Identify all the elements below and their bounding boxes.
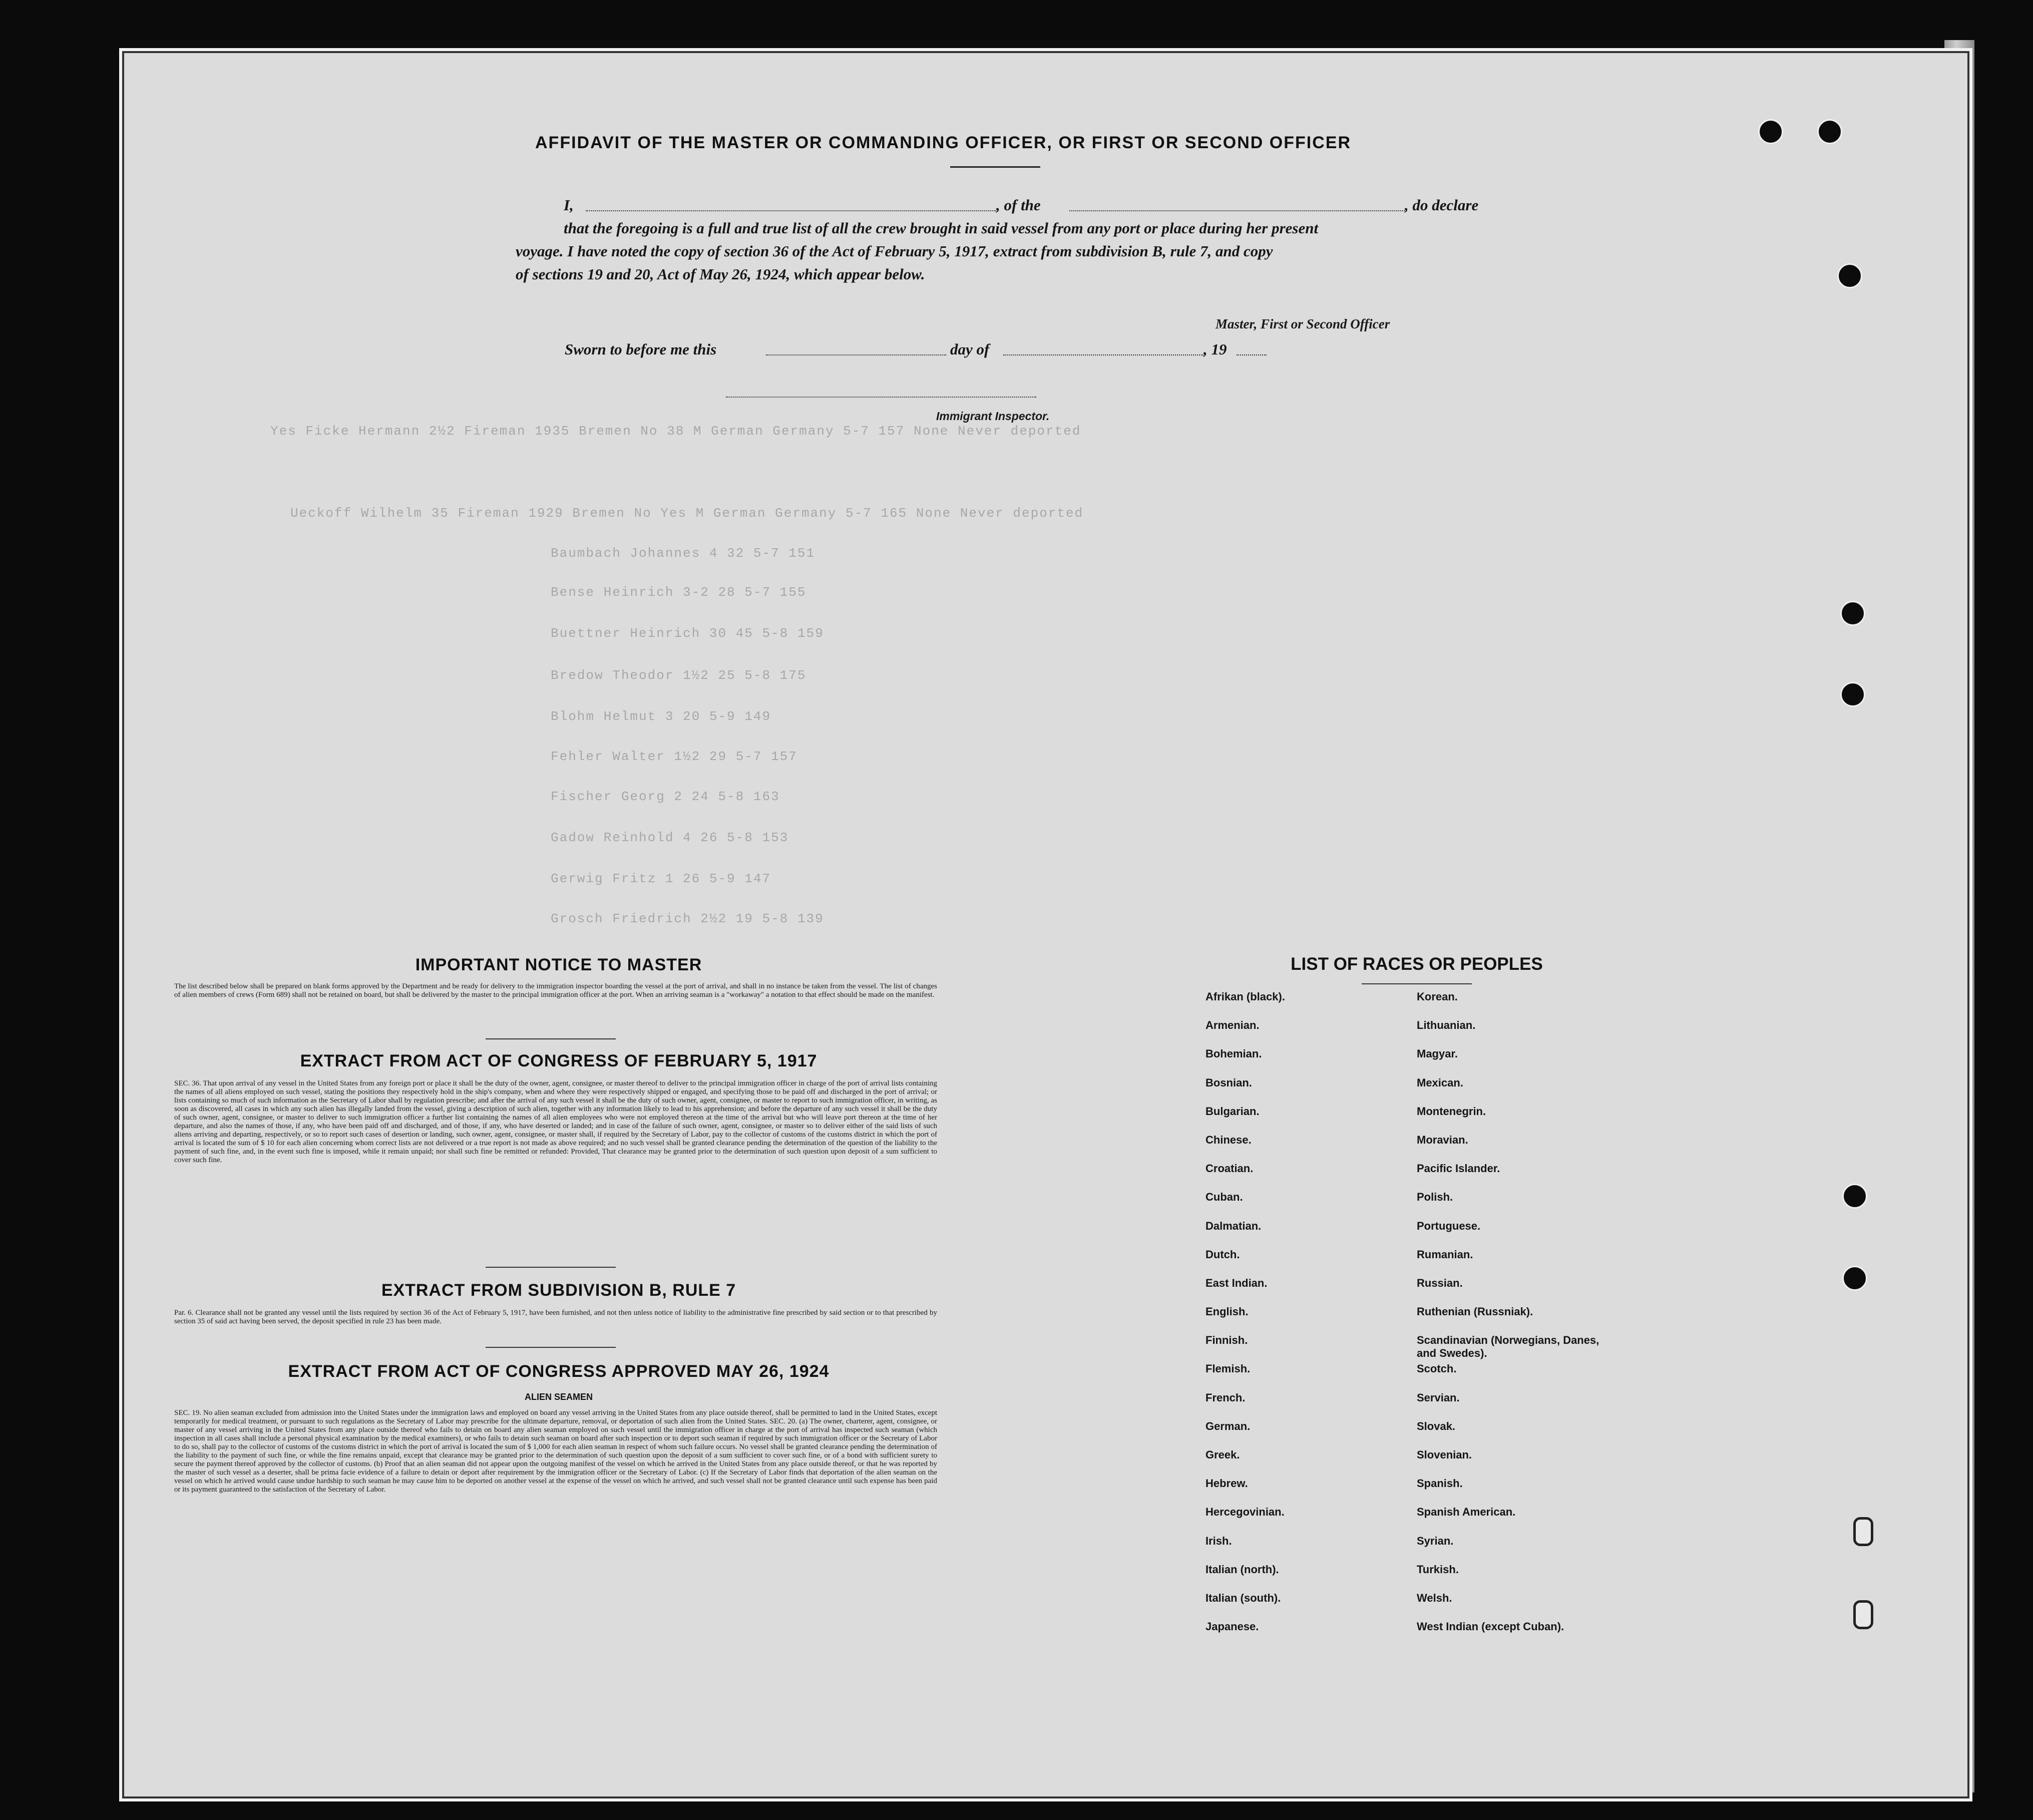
day-of-text: day of xyxy=(950,340,990,358)
race-item: Greek. xyxy=(1205,1448,1240,1461)
race-item: Armenian. xyxy=(1205,1019,1260,1032)
race-item: Turkish. xyxy=(1417,1563,1459,1576)
race-item: Italian (south). xyxy=(1205,1591,1281,1604)
race-item: Pacific Islander. xyxy=(1417,1162,1500,1175)
races-left-column xyxy=(1205,990,1285,1649)
punch-hole xyxy=(1837,263,1862,288)
race-item: Finnish. xyxy=(1205,1334,1248,1347)
race-item: Cuban. xyxy=(1205,1191,1243,1204)
notice-text: The list described below shall be prepared on blank forms approved by the Department and be ready for delivery to the immigration inspector boarding the vessel at the port of arrival, and shall in no instance be taken from the vessel. The list of changes of alien members of crews (Form 689) shall not be retained on board, but shall be delivered by the master to the principal immigration officer at the port. When an arriving seaman is a "workaway" a notation to that effect should be made on the manifest. xyxy=(174,982,937,999)
ghost-row: Bredow Theodor 1½2 25 5-8 175 xyxy=(551,668,806,683)
race-item: Bulgarian. xyxy=(1205,1105,1260,1118)
race-item: English. xyxy=(1205,1305,1249,1318)
race-item: Korean. xyxy=(1417,990,1458,1003)
sworn-month-blank[interactable] xyxy=(1003,354,1203,355)
punch-hole xyxy=(1840,601,1865,626)
rule-7-text: Par. 6. Clearance shall not be granted any vessel until the lists required by section 36 of the Act of February 5, 1917, have been furnished, and not then unless notice of liability to the administrative fine prescribed by said section or to that prescribed by section 35 of said act having been served, the deposit specified in rule 23 has been made. xyxy=(174,1309,937,1325)
notice-heading: IMPORTANT NOTICE TO MASTER xyxy=(415,955,702,974)
sworn-text: Sworn to before me this xyxy=(565,340,717,358)
race-item: Syrian. xyxy=(1417,1534,1454,1547)
race-item: Hebrew. xyxy=(1205,1477,1248,1490)
binder-ring xyxy=(1853,1600,1873,1629)
race-item: Mexican. xyxy=(1417,1076,1463,1089)
ghost-row: Ueckoff Wilhelm 35 Fireman 1929 Bremen No Yes M German Germany 5-7 165 None Never deported xyxy=(290,506,1084,521)
name-blank[interactable] xyxy=(586,210,996,211)
punch-hole xyxy=(1817,119,1842,144)
punch-hole xyxy=(1758,119,1783,144)
affidavit-declare: , do declare xyxy=(1405,196,1479,214)
year-blank[interactable] xyxy=(1237,354,1267,355)
race-item: German. xyxy=(1205,1419,1251,1432)
affidavit-line-3: voyage. I have noted the copy of section 36 of the Act of February 5, 1917, extract from subdivision B, rule 7, and copy xyxy=(516,242,1273,260)
affidavit-of-the: , of the xyxy=(996,196,1041,214)
ghost-row: Gerwig Fritz 1 26 5-9 147 xyxy=(551,871,771,886)
ghost-row: Bense Heinrich 3-2 28 5-7 155 xyxy=(551,585,806,600)
races-right-column xyxy=(1417,990,1607,1649)
divider xyxy=(486,1347,616,1348)
title-rule xyxy=(950,166,1040,168)
race-item: East Indian. xyxy=(1205,1276,1268,1289)
ghost-row: Fischer Georg 2 24 5-8 163 xyxy=(551,789,780,804)
inspector-label: Immigrant Inspector. xyxy=(936,410,1050,423)
race-item: Moravian. xyxy=(1417,1133,1468,1146)
document-page xyxy=(119,48,1972,1801)
race-item: Chinese. xyxy=(1205,1133,1252,1146)
ghost-row: Buettner Heinrich 30 45 5-8 159 xyxy=(551,626,824,641)
race-item: Slovak. xyxy=(1417,1419,1456,1432)
ghost-row: Baumbach Johannes 4 32 5-7 151 xyxy=(551,546,816,561)
race-item: Bosnian. xyxy=(1205,1076,1252,1089)
race-item: Spanish American. xyxy=(1417,1506,1516,1519)
extract-1924-text: SEC. 19. No alien seaman excluded from admission into the United States under the immigration laws and employed on board any vessel arriving in the United States from any place outside thereof, shall be permitted to land in the United States, except temporarily for medical treatment, or pursuant to such regulations as the Secretary of Labor may prescribe for the ultimate departure, removal, or deportation of such alien from the United States. SEC. 20. (a) The owner, charterer, agent, consignee, or master of any vessel arriving in the United States from any place outside thereof who fails to detain on board any alien seaman employed on such vessel until the immigration officer in charge at the port of arrival has inspected such seaman (which inspection in all cases shall include a personal physical examination by the medical examiners), or who fails to detain such seaman on board after such inspection or to deport such seaman if required by such immigration officer or the Secretary of Labor to do so, shall pay to the collector of customs of the customs district in which the port of arrival is located the sum of $ 1,000 for each alien seaman in respect of whom such failure occurs. No vessel shall be granted clearance pending the determination of the liability to the payment of such fine, or while the fine remains unpaid, except that clearance may be granted prior to the determination of such question upon the deposit of a sum sufficient to cover such fine, or of a bond with sufficient surety to secure the payment thereof approved by the collector of customs. (b) Proof that an alien seaman did not appear upon the outgoing manifest of the vessel on which he arrived in the United States from any place outside thereof, or that he was reported by the master of such vessel as a deserter, shall be prima facie evidence of a failure to detain or deport after requirement by the immigration officer or the Secretary of Labor. (c) If the Secretary of Labor finds that deportation of the alien seaman on the vessel on which he arrived would cause undue hardship to such seaman he may cause him to be deported on another vessel at the expense of the vessel on which he arrived, and such vessel shall not be granted clearance until such expense has been paid or its payment guaranteed to the satisfaction of the Secretary of Labor. xyxy=(174,1409,937,1494)
race-item: Rumanian. xyxy=(1417,1248,1473,1261)
affidavit-title: AFFIDAVIT OF THE MASTER OR COMMANDING OFFICER, OR FIRST OR SECOND OFFICER xyxy=(535,133,1351,152)
divider xyxy=(1362,983,1472,984)
punch-hole xyxy=(1840,682,1865,707)
race-item: Spanish. xyxy=(1417,1477,1463,1490)
race-item: Magyar. xyxy=(1417,1047,1458,1060)
race-item: Slovenian. xyxy=(1417,1448,1472,1461)
race-item: Irish. xyxy=(1205,1534,1232,1547)
ghost-row: Gadow Reinhold 4 26 5-8 153 xyxy=(551,830,789,845)
divider xyxy=(486,1267,616,1268)
alien-seamen-subheading: ALIEN SEAMEN xyxy=(524,1392,593,1402)
race-item: Italian (north). xyxy=(1205,1563,1279,1576)
punch-hole xyxy=(1842,1266,1867,1291)
race-item: Montenegrin. xyxy=(1417,1105,1486,1118)
race-item: Dalmatian. xyxy=(1205,1219,1262,1232)
year-text: , 19 xyxy=(1203,340,1227,358)
affidavit-i: I, xyxy=(564,196,574,214)
rule-7-heading: EXTRACT FROM SUBDIVISION B, RULE 7 xyxy=(381,1281,736,1300)
race-item: French. xyxy=(1205,1391,1246,1404)
punch-hole xyxy=(1842,1184,1867,1209)
race-item: Flemish. xyxy=(1205,1362,1251,1375)
vessel-blank[interactable] xyxy=(1069,210,1405,211)
race-item: Russian. xyxy=(1417,1276,1463,1289)
ghost-row: Grosch Friedrich 2½2 19 5-8 139 xyxy=(551,911,824,926)
extract-1924-heading: EXTRACT FROM ACT OF CONGRESS APPROVED MAY 26, 1924 xyxy=(288,1362,830,1381)
ghost-row: Blohm Helmut 3 20 5-9 149 xyxy=(551,709,771,724)
race-item: Japanese. xyxy=(1205,1620,1259,1633)
inspector-signature-line[interactable] xyxy=(726,397,1036,398)
races-heading: LIST OF RACES OR PEOPLES xyxy=(1291,954,1543,974)
affidavit-line-4: of sections 19 and 20, Act of May 26, 1924, which appear below. xyxy=(516,265,925,283)
divider xyxy=(486,1038,616,1039)
race-item: West Indian (except Cuban). xyxy=(1417,1620,1564,1633)
extract-1917-heading: EXTRACT FROM ACT OF CONGRESS OF FEBRUARY 5, 1917 xyxy=(300,1051,818,1070)
ghost-row: Fehler Walter 1½2 29 5-7 157 xyxy=(551,749,797,764)
race-item: Servian. xyxy=(1417,1391,1460,1404)
race-item: Polish. xyxy=(1417,1191,1453,1204)
sworn-day-blank[interactable] xyxy=(766,354,946,355)
race-item: Ruthenian (Russniak). xyxy=(1417,1305,1533,1318)
race-item: Portuguese. xyxy=(1417,1219,1481,1232)
race-item: Hercegovinian. xyxy=(1205,1506,1285,1519)
signature-label: Master, First or Second Officer xyxy=(1215,316,1390,331)
race-item: Lithuanian. xyxy=(1417,1019,1476,1032)
binder-ring xyxy=(1853,1517,1873,1546)
race-item: Afrikan (black). xyxy=(1205,990,1285,1003)
ghost-row: Yes Ficke Hermann 2½2 Fireman 1935 Bremen No 38 M German Germany 5-7 157 None Never deported xyxy=(270,424,1081,439)
race-item: Scandinavian (Norwegians, Danes, and Swedes). xyxy=(1417,1334,1599,1360)
race-item: Welsh. xyxy=(1417,1591,1452,1604)
extract-1917-text: SEC. 36. That upon arrival of any vessel in the United States from any foreign port or place it shall be the duty of the owner, agent, consignee, or master thereof to deliver to the principal immigration officer in charge of the port of arrival lists containing the names of all aliens employed on such vessel, stating the positions they respectively hold in the ship's company, when and where they were respectively shipped or engaged, and specifying those to be paid off and discharged in the port of arrival; or lists containing so much of such information as the Secretary of Labor shall by regulation prescribe; and after the arrival of any such vessel it shall be the duty of such owner, agent, consignee, or master to report to such immigration officer, in writing, as soon as discovered, all cases in which any such alien has illegally landed from the vessel, giving a description of such alien, together with any information likely to lead to his apprehension; and before the departure of any such vessel it shall be the duty of such owner, agent, consignee, or master to deliver to such immigration officer a further list containing the names of all alien employees who were not employed thereon at the time of the arrival but who will leave port thereon at the time of her departure, and also the names of those, if any, who have been paid off and discharged, and of those, if any, who have deserted or landed; and in case of the failure of such owner, agent, consignee, or master so to deliver either of the said lists of such aliens arriving and departing, respectively, or so to report such cases of desertion or landing, such owner, agent, consignee, or master shall, if required by the Secretary of Labor, pay to the collector of customs of the customs district in which the port of arrival is located the sum of $ 10 for each alien concerning whom correct lists are not delivered or a true report is not made as above required; and no such vessel shall be granted clearance pending the determination of the question of the liability to the payment of such fine, and, in the event such fine is imposed, while it remain unpaid; nor shall such fine be remitted or refunded: Provided, That clearance may be granted prior to the determination of such question upon deposit of a sum sufficient to cover such fine. xyxy=(174,1079,937,1164)
affidavit-line-2: that the foregoing is a full and true list of all the crew brought in said vessel from any port or place during her present xyxy=(564,219,1319,237)
race-item: Scotch. xyxy=(1417,1362,1457,1375)
race-item: Bohemian. xyxy=(1205,1047,1262,1060)
race-item: Croatian. xyxy=(1205,1162,1254,1175)
race-item: Dutch. xyxy=(1205,1248,1240,1261)
